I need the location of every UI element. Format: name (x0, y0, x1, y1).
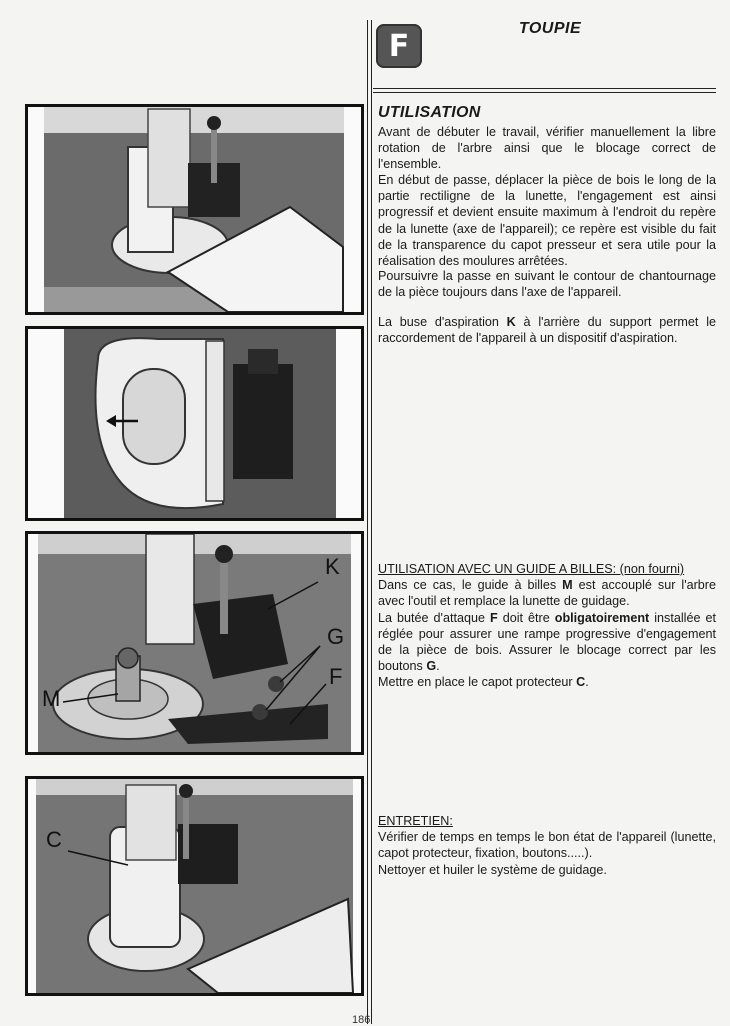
photo-jig-overview (25, 104, 364, 315)
entretien-heading: ENTRETIEN: (378, 814, 453, 828)
header-rule-double (373, 92, 716, 93)
page-title: TOUPIE (518, 20, 582, 37)
label-g: G (327, 624, 345, 649)
entretien-section: ENTRETIEN: Vérifier de temps en temps le bon état de l'appareil (lunette, capot protecteur, fixation, boutons.....). Nettoyer et huiler le système de guidage. (378, 814, 716, 877)
page-number: 186 (352, 1014, 371, 1026)
utilisation-paragraph-2: En début de passe, déplacer la pièce de bois le long de la partie rectiligne de la lunette, l'engagement est ainsi progressif et devient ensuite maximum à l'endroit du repère de la lunette (axe de l'appareil); ce repère est visible du fait de la transparence du capot presseur et sera utile pour la réalisation des moulures arrêtées. (378, 173, 716, 269)
guide-heading: UTILISATION AVEC UN GUIDE A BILLES: (non fourni) (378, 562, 685, 576)
photo-protective-cover (25, 776, 364, 996)
label-m: M (42, 686, 61, 711)
column-divider (367, 20, 368, 1024)
photo-transparent-cover (25, 326, 364, 521)
utilisation-paragraph-3: Poursuivre la passe en suivant le contour de chantournage de la pièce toujours dans l'axe de l'appareil. (378, 269, 716, 300)
utilisation-paragraph-4: La buse d'aspiration K à l'arrière du support permet le raccordement de l'appareil à un dispositif d'aspiration. (378, 315, 717, 346)
label-c: C (46, 827, 62, 852)
label-f: F (329, 664, 343, 689)
utilisation-paragraph-1: Avant de débuter le travail, vérifier manuellement la libre rotation de l'arbre ainsi que le blocage correct de l'ensemble. (378, 125, 716, 172)
section-badge: F (376, 24, 422, 68)
label-k: K (325, 554, 340, 579)
guide-section: UTILISATION AVEC UN GUIDE A BILLES: (non fourni) Dans ce cas, le guide à billes M est accouplé sur l'arbre avec l'outil et remplace la lunette de guidage. La butée d'attaque F doit être obligatoirement installée et réglée pour assurer une rampe progressive d'engagement de la pièce de bois. Assurer le blocage correct par les boutons G. Mettre en place le capot protecteur C. (378, 562, 717, 690)
header-rule (373, 88, 716, 89)
utilisation-title: UTILISATION (378, 104, 481, 121)
photo-ball-bearing-guide (25, 531, 364, 755)
column-divider-double (371, 20, 372, 1024)
